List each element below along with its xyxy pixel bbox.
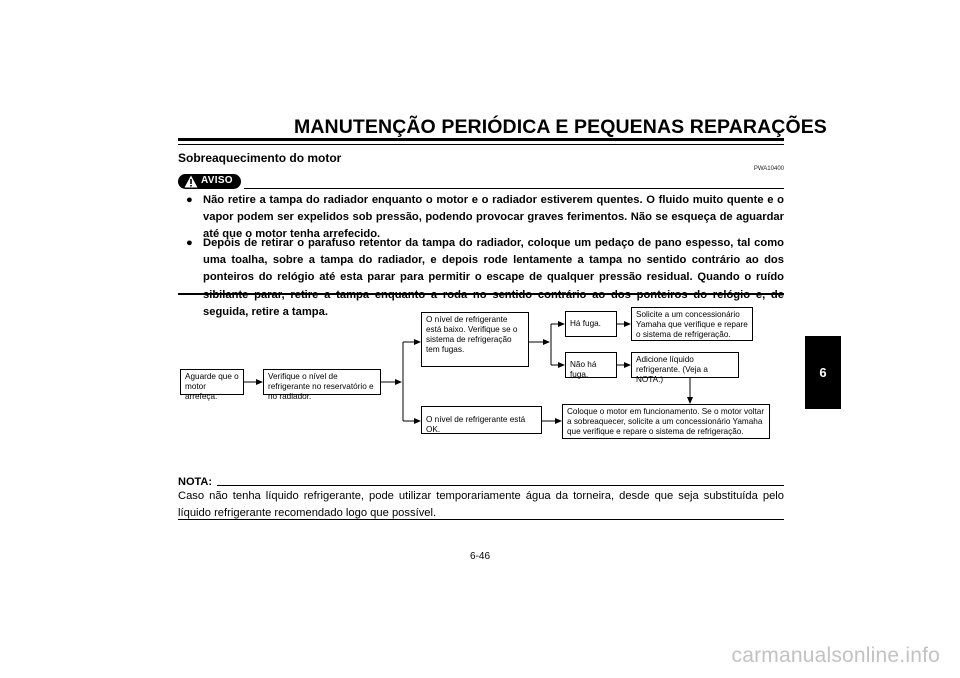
section-heading: Sobreaquecimento do motor: [178, 151, 342, 165]
flow-step-start-engine: Coloque o motor em funcionamento. Se o motor voltar a sobreaquecer, solicite a um concessionário Yamaha que verifique e repare o sistema de refrigeração.: [562, 404, 770, 439]
flow-step-wait: Aguarde que o motor arrefeça.: [180, 369, 244, 395]
watermark: carmanualsonline.info: [731, 644, 940, 667]
reference-code: PWA10400: [753, 166, 784, 172]
note-rule: [217, 485, 784, 486]
flow-step-level-ok: O nível de refrigerante está OK.: [421, 406, 542, 434]
chapter-tab: 6: [805, 336, 841, 409]
flow-step-add-coolant: Adicione líquido refrigerante. (Veja a NOTA.): [631, 352, 739, 378]
flow-step-no-leak: Não há fuga.: [565, 352, 617, 378]
bullet: ●: [186, 194, 193, 206]
bullet: ●: [186, 237, 193, 249]
page-title: MANUTENÇÃO PERIÓDICA E PEQUENAS REPARAÇÕES: [294, 116, 827, 138]
warning-badge-label: AVISO: [201, 175, 233, 186]
flow-step-leak: Há fuga.: [565, 311, 617, 337]
note-end-rule: [178, 519, 784, 520]
warning-item-text: Depois de retirar o parafuso retentor da tampa do radiador, coloque um pedaço de pano espesso, tal como uma toalha, sobre a tampa do radiador, e depois rode lentamente a tampa no sentido contrário ao dos ponteiros do relógio até esta parar para permitir o escape de qualquer pressão residual. Quando o ruído seguida, retire a tampa.: [203, 237, 784, 318]
flow-step-check-level: Verifique o nível de refrigerante no reservatório e no radiador.: [263, 369, 381, 395]
note-label: NOTA:: [178, 476, 213, 488]
flow-step-level-low: O nível de refrigerante está baixo. Verifique se o sistema de refrigeração tem fugas.: [421, 312, 529, 367]
flow-step-dealer-repair: Solicite a um concessionário Yamaha que verifique e repare o sistema de refrigeração.: [631, 307, 753, 341]
page-number: 6-46: [469, 551, 490, 562]
note-text: Caso não tenha líquido refrigerante, pode utilizar temporariamente água da torneira, desde que seja substituída pelo líquido refrigerante recomendado logo que possível.: [178, 490, 784, 520]
warning-item-text: Não retire a tampa do radiador enquanto o motor e o radiador estiverem quentes. O fluido muito quente e o vapor podem ser expelidos sob pressão, podendo provocar graves ferimentos. Não se esqueça de aguardar até que o motor tenha arrefecido.: [203, 194, 784, 241]
